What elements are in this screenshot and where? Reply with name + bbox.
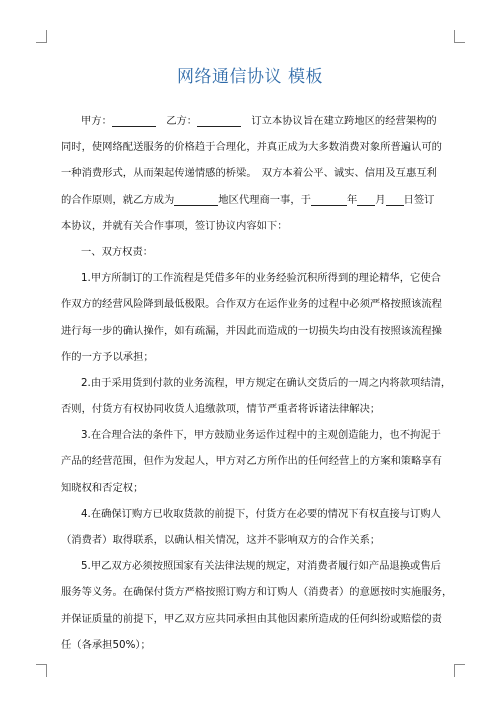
crop-mark-bottom-right (454, 664, 465, 677)
text-fragment: 地区代理商一事，于 (218, 193, 311, 206)
clause-4-line: 4.在确保订购方已收取货款的前提下，付货方在必要的情况下有权直接与订购人 (81, 507, 441, 520)
day-blank (386, 192, 404, 206)
clause-3-line: 3.在合理合法的条件下，甲方鼓励业务运作过程中的主观创造能力，也不拘泥于 (81, 429, 441, 442)
day-label: 日签订 (403, 193, 435, 206)
clause-2-line: 2.由于采用货到付款的业务流程，甲方规定在确认交货后的一周之内将款项结清， (81, 376, 452, 389)
text-line: 否则，付货方有权协同收货人追缴款项，情节严重者将诉诸法律解决； (61, 403, 381, 416)
text-fragment: 的合作原则，就乙方成为 (61, 193, 175, 206)
text-line: 产品的经营范围，但作为发起人，甲方对乙方所作出的任何经营上的方案和策略享有 (61, 455, 442, 468)
text-line: 并保证质量的前提下，甲乙双方应共同承担由其他因素所造成的任何纠纷或赔偿的责 (61, 612, 442, 625)
text-line: 知晓权和否定权； (61, 481, 144, 494)
text-line: 一种消费形式，从而架起传递情感的桥梁。 双方本着公平、诚实、信用及互惠互利 (61, 167, 437, 180)
clause-5-line: 5.甲乙双方必须按照国家有关法律法规的规定，对消费者履行如产品退换或售后 (81, 560, 441, 573)
text-line: 进行每一步的确认操作，如有疏漏，并因此而造成的一切损失均由没有按照该流程操 (61, 324, 442, 337)
text-line: 任（各承担50%）； (61, 638, 151, 651)
year-blank (311, 192, 347, 206)
section-heading: 一、双方权责： (81, 245, 154, 258)
party-b-label: 乙方： (166, 115, 198, 127)
text-line: 同时，使网络配送服务的价格趋于合理化，并真正成为大多数消费对象所普遍认可的 (61, 141, 442, 154)
region-blank (174, 192, 218, 206)
text-line: 服务等义务。在确保付货方严格按照订购方和订购人（消费者）的意愿按时实施服务， (61, 586, 453, 599)
crop-mark-top-right (454, 30, 465, 43)
text-fragment: 订立本协议旨在建立跨地区的经营架构的 (251, 115, 437, 127)
text-line: 作的一方予以承担； (61, 350, 154, 363)
party-a-blank (112, 113, 156, 127)
party-a-label: 甲方： (81, 115, 112, 127)
month-label: 月 (375, 193, 386, 206)
crop-mark-bottom-left (36, 664, 47, 677)
crop-mark-top-left (36, 30, 47, 43)
party-b-blank (197, 113, 241, 127)
date-line (61, 187, 439, 213)
text-line: 本协议，并就有关合作事项，签订协议内容如下： (61, 219, 288, 232)
month-blank (357, 192, 375, 206)
year-label: 年 (346, 193, 358, 206)
document-title: 网络通信协议 模板 (177, 67, 323, 87)
text-line: 作双方的经营风险降到最低极限。合作双方在运作业务的过程中必须严格按照该流程 (61, 298, 442, 311)
text-line: （消费者）取得联系，以确认相关情况，这并不影响双方的合作关系； (61, 534, 381, 546)
clause-1-line: 1.甲方所制订的工作流程是凭借多年的业务经验沉积所得到的理论精华，它使合 (81, 272, 441, 285)
party-line (61, 108, 439, 134)
document-body (61, 108, 453, 658)
